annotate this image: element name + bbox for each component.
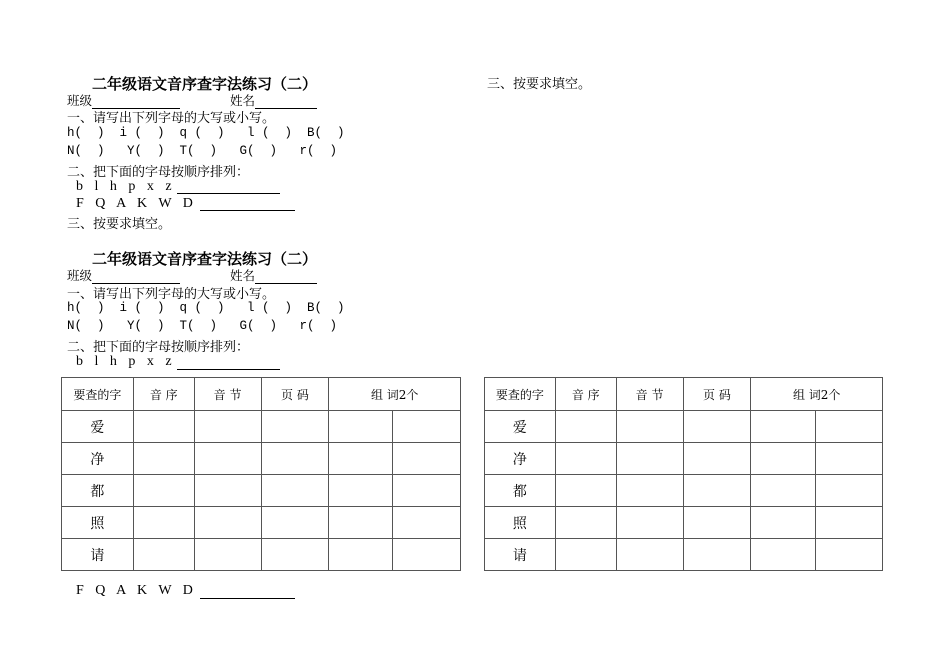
table-row bbox=[62, 539, 461, 571]
letters-row-1-2: h( ) i ( ) q ( ) l ( ) B( ) bbox=[67, 301, 345, 315]
question-3-right: 三、按要求填空。 bbox=[487, 77, 592, 92]
letters-row-1: h( ) i ( ) q ( ) l ( ) B( ) bbox=[67, 126, 345, 140]
letters-row-2: N( ) Y( ) T( ) G( ) r( ) bbox=[67, 144, 338, 158]
lookup-table-right bbox=[484, 377, 883, 571]
table-row bbox=[62, 507, 461, 539]
char-cell: 净 bbox=[485, 443, 556, 475]
answer-line-3[interactable] bbox=[177, 369, 280, 370]
answer-line-4[interactable] bbox=[200, 598, 295, 599]
char-cell: 照 bbox=[485, 507, 556, 539]
sequence-1: b l h p x z bbox=[76, 179, 176, 194]
sequence-2: F Q A K W D bbox=[76, 196, 197, 211]
header-words: 组 词2个 bbox=[751, 378, 883, 411]
sequence-2-bottom: F Q A K W D bbox=[76, 583, 197, 598]
table-row bbox=[62, 411, 461, 443]
char-cell: 都 bbox=[62, 475, 134, 507]
table-row bbox=[485, 411, 883, 443]
question-2: 二、把下面的字母按顺序排列： bbox=[67, 165, 250, 180]
table-row bbox=[485, 443, 883, 475]
header-yinxu: 音 序 bbox=[133, 378, 194, 411]
letters-row-2-2: N( ) Y( ) T( ) G( ) r( ) bbox=[67, 319, 338, 333]
header-char: 要查的字 bbox=[485, 378, 556, 411]
char-cell: 都 bbox=[485, 475, 556, 507]
header-char: 要查的字 bbox=[62, 378, 134, 411]
class-label-2: 班级 bbox=[67, 266, 180, 284]
char-cell: 照 bbox=[62, 507, 134, 539]
header-page: 页 码 bbox=[683, 378, 751, 411]
answer-line-1[interactable] bbox=[177, 193, 280, 194]
sequence-1-2: b l h p x z bbox=[76, 354, 176, 369]
class-label: 班级 bbox=[67, 91, 180, 109]
table-row bbox=[62, 443, 461, 475]
char-cell: 爱 bbox=[485, 411, 556, 443]
header-yinjie: 音 节 bbox=[194, 378, 261, 411]
table-row bbox=[485, 475, 883, 507]
question-2-2: 二、把下面的字母按顺序排列： bbox=[67, 340, 250, 355]
name-label: 姓名 bbox=[230, 91, 317, 109]
header-words: 组 词2个 bbox=[329, 378, 461, 411]
char-cell: 请 bbox=[485, 539, 556, 571]
header-page: 页 码 bbox=[261, 378, 329, 411]
answer-line-2[interactable] bbox=[200, 210, 295, 211]
worksheet-title-2: 二年级语文音序查字法练习（二） bbox=[92, 250, 318, 268]
header-yinjie: 音 节 bbox=[616, 378, 683, 411]
question-3: 三、按要求填空。 bbox=[67, 217, 172, 232]
char-cell: 净 bbox=[62, 443, 134, 475]
header-yinxu: 音 序 bbox=[555, 378, 616, 411]
name-label-2: 姓名 bbox=[230, 266, 317, 284]
question-1: 一、请写出下列字母的大写或小写。 bbox=[67, 111, 276, 126]
worksheet-title: 二年级语文音序查字法练习（二） bbox=[92, 75, 318, 93]
char-cell: 请 bbox=[62, 539, 134, 571]
lookup-table-left bbox=[61, 377, 461, 571]
question-1-2: 一、请写出下列字母的大写或小写。 bbox=[67, 287, 276, 302]
table-row bbox=[485, 539, 883, 571]
char-cell: 爱 bbox=[62, 411, 134, 443]
table-row bbox=[62, 475, 461, 507]
table-row bbox=[485, 507, 883, 539]
